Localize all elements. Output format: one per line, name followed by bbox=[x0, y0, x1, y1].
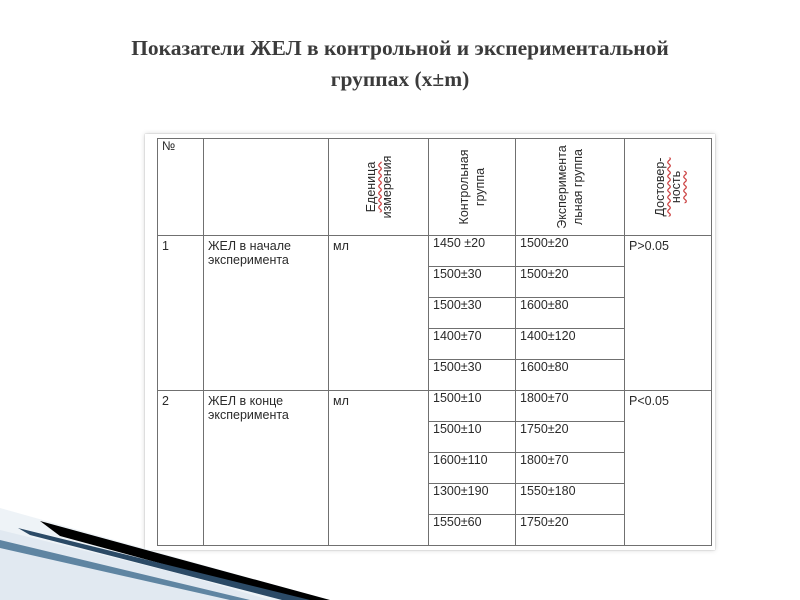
row-1-experimental-value: 1500±20 bbox=[516, 236, 625, 267]
table-header-row bbox=[158, 139, 712, 236]
row-2-control-value: 1500±10 bbox=[429, 422, 516, 453]
row-2-experimental-value: 1550±180 bbox=[516, 484, 625, 515]
row-2-control-value: 1500±10 bbox=[429, 391, 516, 422]
row-2-control-value: 1550±60 bbox=[429, 515, 516, 546]
table-row bbox=[158, 391, 712, 422]
row-2-indicator: ЖЕЛ в конце эксперимента bbox=[204, 391, 329, 546]
row-1-indicator: ЖЕЛ в начале эксперимента bbox=[204, 236, 329, 391]
table-image bbox=[145, 134, 715, 550]
row-2-experimental-value: 1750±20 bbox=[516, 515, 625, 546]
row-2-experimental-value: 1800±70 bbox=[516, 391, 625, 422]
row-1-unit: мл bbox=[329, 236, 429, 391]
header-indicator bbox=[204, 139, 329, 236]
header-unit-line1: Еденица bbox=[363, 161, 378, 213]
row-1-control-value: 1450 ±20 bbox=[429, 236, 516, 267]
header-unit-line2: измерения bbox=[379, 155, 394, 219]
row-1-experimental-value: 1400±120 bbox=[516, 329, 625, 360]
row-2-experimental-value: 1750±20 bbox=[516, 422, 625, 453]
title-line-2: группах (x±m) bbox=[330, 67, 470, 91]
title-line-1: Показатели ЖЕЛ в контрольной и экспериментальной bbox=[131, 36, 669, 60]
row-1-control-value: 1500±30 bbox=[429, 360, 516, 391]
row-1-number: 1 bbox=[158, 236, 204, 391]
row-2-unit: мл bbox=[329, 391, 429, 546]
row-2-number: 2 bbox=[158, 391, 204, 546]
row-1-control-value: 1500±30 bbox=[429, 267, 516, 298]
table-row bbox=[158, 236, 712, 267]
slide-title bbox=[40, 33, 760, 95]
row-2-control-value: 1300±190 bbox=[429, 484, 516, 515]
header-experimental bbox=[516, 139, 625, 236]
row-2-control-value: 1600±110 bbox=[429, 453, 516, 484]
header-experimental-line2: льная группа bbox=[571, 148, 585, 226]
header-significance-line2: ность bbox=[669, 170, 683, 204]
header-number bbox=[158, 139, 204, 236]
data-table bbox=[157, 138, 712, 546]
row-1-control-value: 1500±30 bbox=[429, 298, 516, 329]
header-significance-line1: Достовер- bbox=[653, 157, 667, 217]
row-1-experimental-value: 1500±20 bbox=[516, 267, 625, 298]
row-1-experimental-value: 1600±80 bbox=[516, 298, 625, 329]
row-2-significance: P<0.05 bbox=[625, 391, 712, 546]
header-number-label: № bbox=[162, 139, 176, 153]
header-control-line1: Контрольная bbox=[457, 149, 471, 225]
row-1-control-value: 1400±70 bbox=[429, 329, 516, 360]
header-unit bbox=[329, 139, 429, 236]
header-control bbox=[429, 139, 516, 236]
header-control-line2: группа bbox=[473, 167, 487, 207]
row-1-significance: P>0.05 bbox=[625, 236, 712, 391]
row-2-experimental-value: 1800±70 bbox=[516, 453, 625, 484]
header-experimental-line1: Эксперимента bbox=[555, 145, 569, 229]
row-1-experimental-value: 1600±80 bbox=[516, 360, 625, 391]
header-significance bbox=[625, 139, 712, 236]
